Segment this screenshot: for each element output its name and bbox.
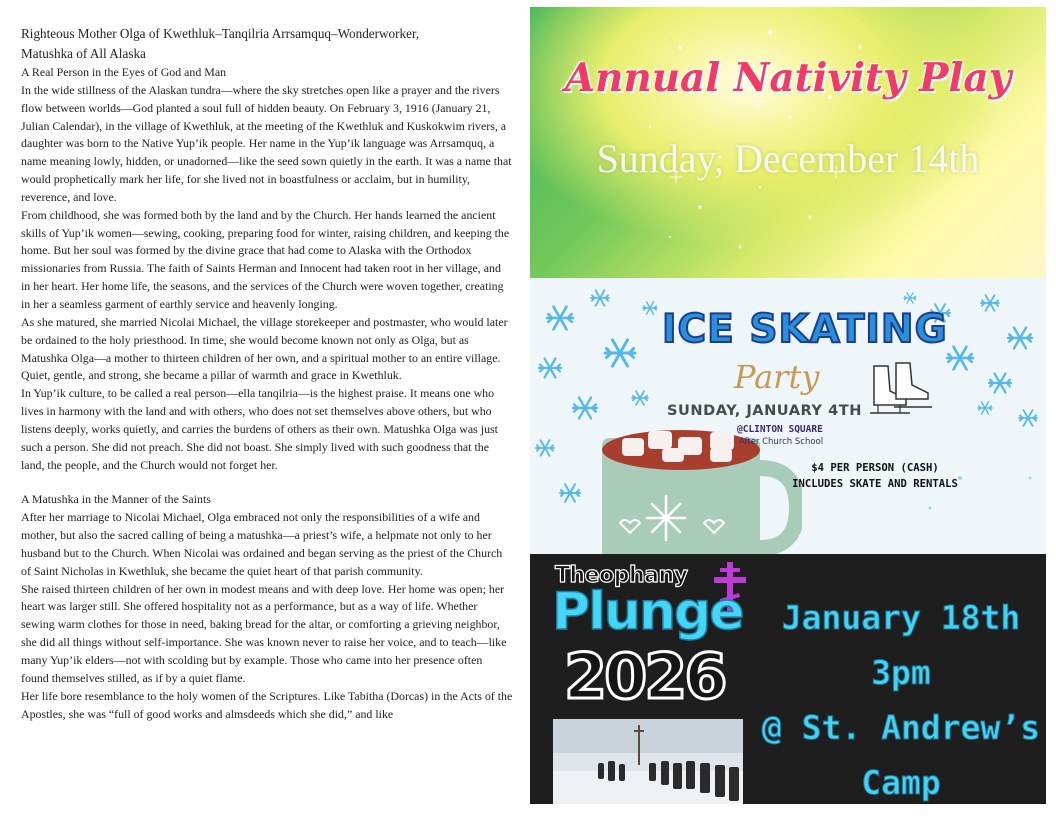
theophany-word: Theophany [555,563,688,588]
plunge-photo [553,719,743,804]
plunge-location-2: Camp [861,763,941,802]
plunge-time: 3pm [871,653,931,692]
ice-skating-price [760,460,990,492]
paragraph: From childhood, she was formed both by the land and by the Church. Her hands learned the ancient skills of Yup’ik women—sewing, cooking, preparing food for winter, raising children, and keeping the home. But her soul was formed by the divine grace that had come to Alaska with the Orthodox missionaries from Russia. The faith of Saints Herman and Innocent had taken root in her village, and in her heart. Her home life, the seasons, and the services of the Church were woven together, creating in her a seamless garment of earthly service and heavenly longing. [21,207,510,311]
plunge-details [756,590,1046,804]
ice-skate-illustration [866,361,936,421]
theophany-plunge-flyer [530,554,1046,804]
plunge-location: @ St. Andrew’s [761,708,1041,747]
article-title-line-2: Matushka of All Alaska [21,46,146,61]
paragraph: She raised thirteen children of her own in modest means and with deep love. Her home was open; her heart was larger still. She offered hospitality not as a performance, but as a way of life. Whether sewing warm clothes for those in need, baking bread for the altar, or comforting a grieving neighbor, she did all things without self-importance. She was known never to raise her voice, and to teach—like many Yup’ik elders—not with scolding but by example. Those who came into her presence often found themselves stilled, as if by a quiet flame. [21,581,507,685]
article-title-line-1: Righteous Mother Olga of Kwethluk–Tanqilria Arrsamquq–Wonderworker, [21,26,420,41]
plunge-date: January 18th [781,598,1021,637]
plunge-year: 2026 [564,640,725,713]
article [21,24,513,723]
plunge-word: Plunge [552,582,743,642]
section-heading: A Matushka in the Manner of the Saints [21,492,211,507]
nativity-title: Annual Nativity Play [564,55,1012,101]
ice-skating-title: ICE SKATING [662,307,948,352]
nativity-date: Sunday, December 14th [596,136,980,181]
ice-skating-flyer [530,278,1046,554]
paragraph: After her marriage to Nicolai Michael, Olga embraced not only the responsibilities of a wife and mother, but also the sacred calling of being a matushka—a priest’s wife, a helpmate not only to her husband but to the Church. When Nicolai was ordained and began serving as the priest of the Church of Saint Nicholas in Kwethluk, she became the quiet heart of that parish community. [21,510,503,578]
ice-skating-location: @CLINTON SQUARE [737,424,823,435]
ice-skating-date: SUNDAY, JANUARY 4TH [667,402,862,419]
paragraph: As she matured, she married Nicolai Michael, the village storekeeper and postmaster, who would later be ordained to the holy priesthood. In time, she would become known not only as Olga, but as Matushka Olga—a mother to thirteen children of her own, and a spiritual mother to an entire village. Quiet, gentle, and strong, she became a pillar of warmth and grace in Kwethluk. [21,314,508,383]
paragraph: In Yup’ik culture, to be called a real person—ella tanqilria—is the highest praise. It means one who lives in harmony with the land and with others, who does not set themselves above others, but who listens deeply, works quietly, and carries the burdens of others as their own. Matushka Olga was just such a person. She did not preach. She did not boast. She simply lived with such goodness that the land, the people, and the Church would not forget her. [21,386,498,472]
paragraph: Her life bore resemblance to the holy women of the Scriptures. Like Tabitha (Dorcas) in the Acts of the Apostles, she was “full of good works and almsdeeds which she did,” and like [21,688,513,721]
section-heading: A Real Person in the Eyes of God and Man [21,65,227,79]
party-script: Party [734,358,820,396]
paragraph: In the wide stillness of the Alaskan tundra—where the sky stretches open like a prayer and the rivers flow between worlds—God planted a soul full of hidden beauty. On February 3, 1916 (January 21, Julian Calendar), in the village of Kwethluk, at the meeting of the Kwethluk and Kuskokwim rivers, a daughter was born to the Native Yup’ik people. Her name in the Yup’ik language was Arrsamquq, a name meaning lowly, hidden, or unadorned—like the seed sown quietly in the earth. It was a name that would prophetically mark her life, for she lived not in boastfulness or acclaim, but in humility, reverence, and love. [21,82,512,204]
rentals-line: INCLUDES SKATE AND RENTALS [792,478,958,490]
nativity-play-flyer [530,7,1046,278]
ice-skating-subtitle: After Church School [739,437,824,447]
price-line: $4 PER PERSON (CASH) [811,462,939,474]
